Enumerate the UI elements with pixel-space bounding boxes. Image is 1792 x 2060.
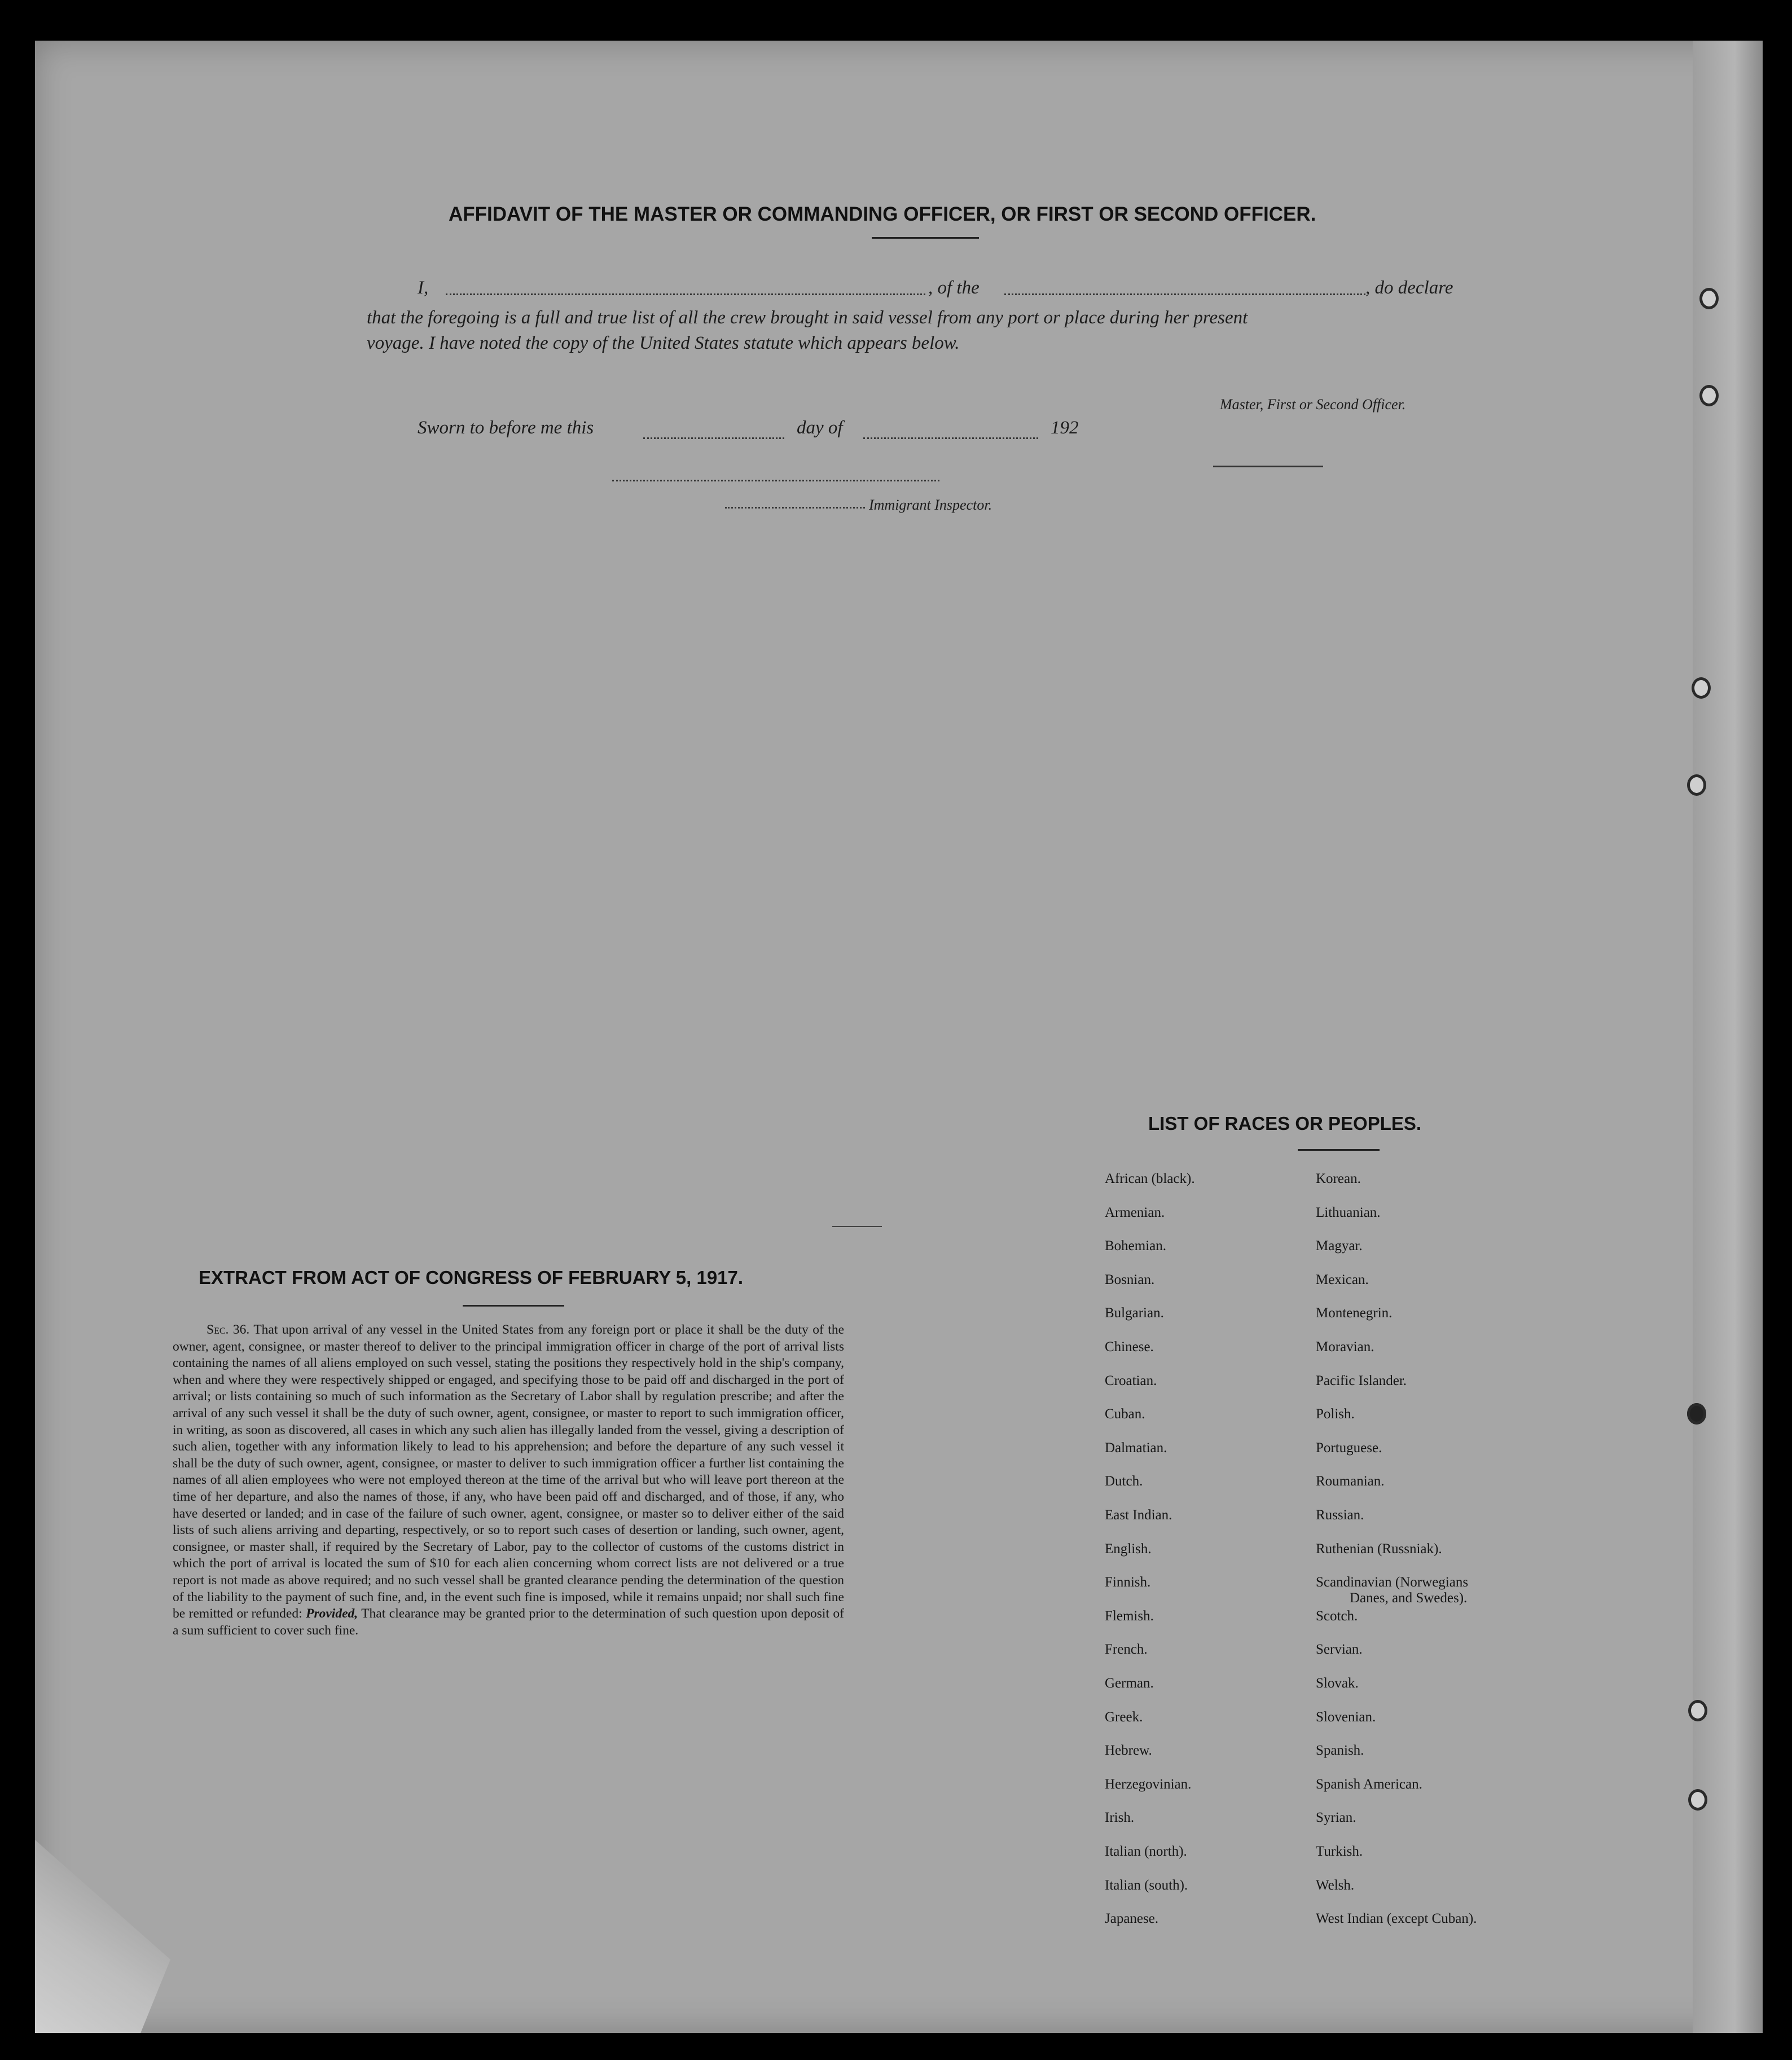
- race-item: African (black).: [1105, 1171, 1195, 1186]
- race-item: Flemish.: [1105, 1608, 1154, 1624]
- inspector-signature-line[interactable]: [612, 480, 939, 481]
- punch-hole-icon: [1688, 1700, 1707, 1721]
- race-item: Bosnian.: [1105, 1272, 1155, 1287]
- race-item: Turkish.: [1316, 1844, 1363, 1859]
- race-item: West Indian (except Cuban).: [1316, 1911, 1477, 1927]
- race-item: Slovenian.: [1316, 1709, 1376, 1725]
- affidavit-line-2: that the foregoing is a full and true list of all the crew brought in said vessel from any port or place during her present: [367, 308, 1248, 328]
- race-item: Bohemian.: [1105, 1238, 1167, 1254]
- punch-hole-icon: [1699, 385, 1719, 406]
- affidavit-line-3: voyage. I have noted the copy of the United States statute which appears below.: [367, 333, 960, 353]
- provided-label: Provided,: [306, 1606, 358, 1621]
- race-item: Syrian.: [1316, 1810, 1356, 1826]
- race-item: Scotch.: [1316, 1608, 1358, 1624]
- punch-hole-icon: [1699, 288, 1719, 309]
- divider: [463, 1305, 564, 1307]
- race-item: German.: [1105, 1676, 1154, 1691]
- race-item: Servian.: [1316, 1642, 1363, 1658]
- race-item: Italian (south).: [1105, 1877, 1188, 1893]
- punch-hole-icon: [1688, 1789, 1707, 1811]
- punch-hole-icon: [1692, 677, 1711, 699]
- race-item: Chinese.: [1105, 1339, 1154, 1355]
- race-item: Slovak.: [1316, 1676, 1359, 1691]
- affidavit-title: AFFIDAVIT OF THE MASTER OR COMMANDING OFFICER, OR FIRST OR SECOND OFFICER.: [449, 203, 1316, 225]
- race-item: Japanese.: [1105, 1911, 1159, 1927]
- vessel-field-line[interactable]: [1004, 293, 1365, 295]
- race-item: Russian.: [1316, 1507, 1364, 1523]
- sworn-label: Sworn to before me this: [418, 418, 594, 438]
- race-item: Dutch.: [1105, 1474, 1143, 1489]
- race-item: Herzegovinian.: [1105, 1776, 1192, 1792]
- race-item: English.: [1105, 1541, 1152, 1557]
- race-item: Ruthenian (Russniak).: [1316, 1541, 1442, 1557]
- race-item: Dalmatian.: [1105, 1440, 1167, 1456]
- race-item: Cuban.: [1105, 1406, 1145, 1422]
- race-item: Spanish American.: [1316, 1776, 1422, 1792]
- race-item: Polish.: [1316, 1406, 1355, 1422]
- officer-signature-caption: Master, First or Second Officer.: [1220, 396, 1406, 413]
- extract-paragraph: [173, 1322, 844, 1639]
- race-item: Spanish.: [1316, 1743, 1364, 1759]
- inspector-name-line[interactable]: [725, 507, 865, 509]
- race-item: Bulgarian.: [1105, 1305, 1164, 1321]
- race-item: Greek.: [1105, 1709, 1143, 1725]
- race-item: Hebrew.: [1105, 1743, 1152, 1759]
- race-item: Mexican.: [1316, 1272, 1369, 1287]
- race-item: Magyar.: [1316, 1238, 1363, 1254]
- year-label: 192: [1051, 418, 1079, 438]
- sworn-month-field-line[interactable]: [863, 437, 1038, 439]
- race-item: Welsh.: [1316, 1877, 1355, 1893]
- officer-signature-line[interactable]: [1213, 466, 1323, 467]
- punch-hole-icon: [1687, 774, 1706, 796]
- race-item: East Indian.: [1105, 1507, 1172, 1523]
- punch-hole-icon: [1687, 1403, 1706, 1425]
- sheet-edge: [1693, 41, 1763, 2033]
- sworn-day-field-line[interactable]: [643, 437, 784, 439]
- race-item: Korean.: [1316, 1171, 1361, 1186]
- race-item: Italian (north).: [1105, 1844, 1187, 1859]
- race-item: Finnish.: [1105, 1575, 1151, 1590]
- race-item: French.: [1105, 1642, 1148, 1658]
- affidavit-of-the-label: , of the: [928, 278, 980, 298]
- divider: [832, 1226, 882, 1227]
- name-field-line[interactable]: [446, 293, 925, 295]
- race-item: Montenegrin.: [1316, 1305, 1393, 1321]
- section-label: Sec. 36.: [207, 1322, 250, 1337]
- race-item: Armenian.: [1105, 1204, 1165, 1220]
- day-of-label: day of: [797, 418, 843, 438]
- provided-text: That clearance may be granted prior to the determination of such question upon deposit of a sum sufficient to cover such fine.: [173, 1606, 844, 1638]
- race-item: Lithuanian.: [1316, 1204, 1381, 1220]
- inspector-caption: Immigrant Inspector.: [869, 497, 992, 513]
- extract-title: EXTRACT FROM ACT OF CONGRESS OF FEBRUARY 5, 1917.: [199, 1267, 744, 1288]
- divider: [1298, 1149, 1380, 1151]
- race-item: Scandinavian (Norwegians: [1316, 1575, 1469, 1590]
- affidavit-declare-label: , do declare: [1365, 278, 1453, 298]
- race-item: Portuguese.: [1316, 1440, 1382, 1456]
- section-body: That upon arrival of any vessel in the United States from any foreign port or place it shall be the duty of the owner, agent, consignee, or master thereof to deliver to the principal immigration officer in charge of the port of arrival lists containing the names of all aliens employed on such vessel, stating the positions they respectively hold in the ship's company, when and where they were respectively shipped or engaged, and specifying those to be paid off and discharged in the port of arrival; or lists containing so much of such information as the Secretary of Labor shall by regulation prescribe; and after the arrival of any such vessel it shall be the duty of such owner, agent, consignee, or master to report to such immigration officer, in writing, as soon as discovered, all cases in which any such alien has illegally landed from the vessel, giving a description of such alien, together with any information likely to lead to his apprehension; and before the departure of any such vessel it shall be the duty of such owner, agent, consignee, or master to deliver to such immigration officer a further list containing the names of all alien employees who were not employed thereon at the time of the arrival but who will leave port thereon at the time of her departure, and also the names of those, if any, who have been paid off and discharged, and of those, if any, who have deserted or landed; and in case of the failure of such owner, agent, consignee, or master so to deliver either of the said lists of such aliens arriving and departing, respectively, or so to report such cases of desertion or landing, such owner, agent, consignee, or master shall, if required by the Secretary of Labor, pay to the collector of customs of the customs district in which the port of arrival is located the sum of $10 for each alien concerning whom correct lists are not delivered or a true report is not made as above required; and no such vessel shall be granted clearance pending the determination of the question of the liability to the payment of such fine, and, in the event such fine is imposed, while it remains unpaid; nor shall such fine be remitted or refunded:: [173, 1322, 845, 1621]
- race-item: Moravian.: [1316, 1339, 1374, 1355]
- race-item: Danes, and Swedes).: [1350, 1590, 1468, 1606]
- race-item: Irish.: [1105, 1810, 1135, 1826]
- race-item: Croatian.: [1105, 1373, 1157, 1388]
- race-item: Roumanian.: [1316, 1474, 1385, 1489]
- divider: [872, 237, 979, 239]
- affidavit-i-label: I,: [418, 278, 429, 298]
- race-item: Pacific Islander.: [1316, 1373, 1407, 1388]
- races-title: LIST OF RACES OR PEOPLES.: [1148, 1113, 1422, 1134]
